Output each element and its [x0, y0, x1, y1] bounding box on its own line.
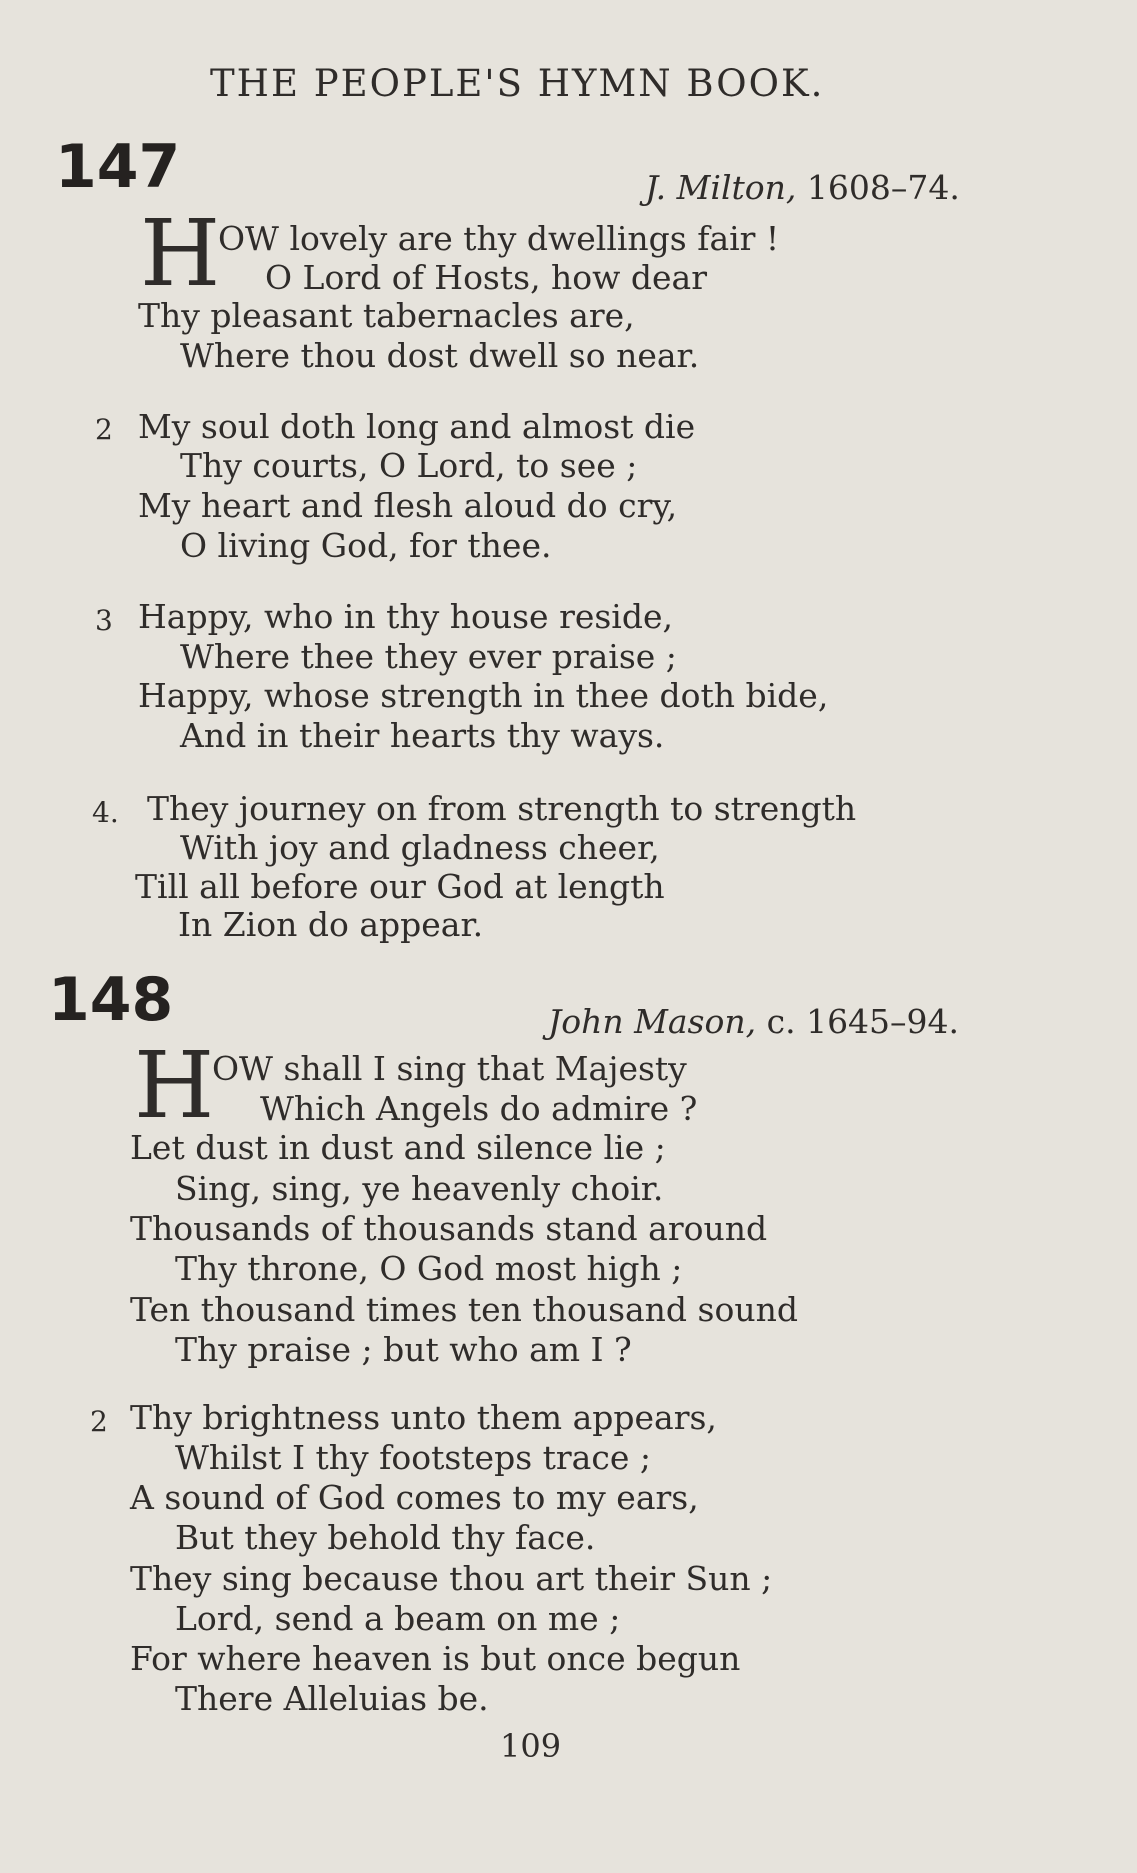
verse-line: Thy brightness unto them appears,	[130, 1398, 717, 1437]
verse-line: Where thee they ever praise ;	[180, 637, 677, 676]
verse-line: Thousands of thousands stand around	[130, 1209, 768, 1248]
verse-line: Where thou dost dwell so near.	[180, 336, 700, 375]
verse-line: Thy praise ; but who am I ?	[175, 1330, 632, 1369]
verse-line: Till all before our God at length	[135, 867, 665, 906]
verse-line: A sound of God comes to my ears,	[130, 1478, 699, 1517]
verse-number: 3	[95, 604, 113, 637]
verse-line: OW shall I sing that Majesty	[212, 1049, 687, 1088]
verse-line: OW lovely are thy dwellings fair !	[218, 219, 780, 258]
hymn-number-147: 147	[55, 132, 181, 202]
author-name: J. Milton,	[645, 168, 797, 207]
verse-number: 4.	[92, 796, 119, 829]
verse-line: They sing because thou art their Sun ;	[130, 1559, 773, 1598]
verse-line: Sing, sing, ye heavenly choir.	[175, 1169, 664, 1208]
verse-line: Thy throne, O God most high ;	[175, 1249, 683, 1288]
verse-line: O living God, for thee.	[180, 526, 552, 565]
running-head: THE PEOPLE'S HYMN BOOK.	[210, 62, 825, 105]
verse-line: Thy pleasant tabernacles are,	[138, 296, 635, 335]
verse-line: For where heaven is but once begun	[130, 1639, 741, 1678]
verse-line: Thy courts, O Lord, to see ;	[180, 446, 638, 485]
author-dates: 1608–74.	[806, 168, 960, 207]
drop-cap: H	[134, 1032, 215, 1139]
verse-line: In Zion do appear.	[178, 905, 484, 944]
verse-line: Happy, who in thy house reside,	[138, 597, 674, 636]
verse-line: My heart and flesh aloud do cry,	[138, 486, 678, 525]
author-dates: c. 1645–94.	[766, 1002, 960, 1041]
hymn-148-author	[548, 1002, 959, 1041]
verse-line: Ten thousand times ten thousand sound	[130, 1290, 798, 1329]
hymn-147-author	[645, 168, 960, 207]
author-name: John Mason,	[548, 1002, 757, 1041]
verse-number: 2	[90, 1405, 108, 1438]
verse-line: There Alleluias be.	[175, 1679, 489, 1718]
verse-line: Which Angels do admire ?	[260, 1089, 698, 1128]
verse-line: Happy, whose strength in thee doth bide,	[138, 676, 829, 715]
page-number: 109	[500, 1727, 562, 1765]
verse-line: But they behold thy face.	[175, 1518, 596, 1557]
verse-line: Let dust in dust and silence lie ;	[130, 1128, 666, 1167]
verse-line: O Lord of Hosts, how dear	[265, 258, 708, 297]
verse-line: Lord, send a beam on me ;	[175, 1599, 621, 1638]
verse-line: With joy and gladness cheer,	[180, 828, 660, 867]
verse-line: And in their hearts thy ways.	[180, 716, 665, 755]
verse-line: They journey on from strength to strength	[147, 789, 857, 828]
hymn-number-148: 148	[48, 965, 174, 1035]
verse-number: 2	[95, 413, 113, 446]
verse-line: My soul doth long and almost die	[138, 407, 696, 446]
verse-line: Whilst I thy footsteps trace ;	[175, 1438, 651, 1477]
drop-cap: H	[140, 200, 221, 307]
